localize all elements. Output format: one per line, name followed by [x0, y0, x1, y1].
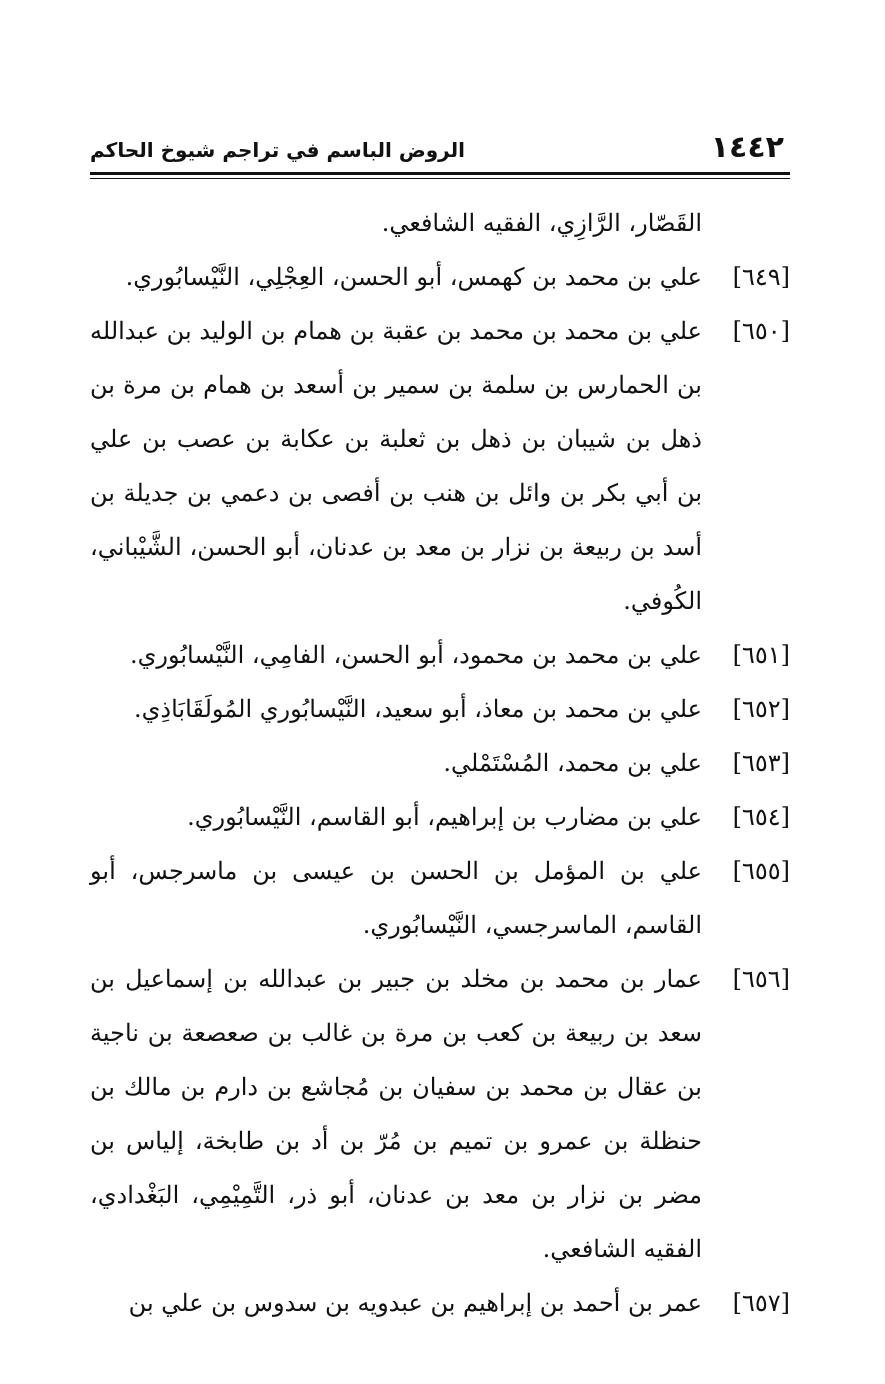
entry-text: القَصّار، الرَّازِي، الفقيه الشافعي. — [381, 209, 702, 237]
entry-text: علي بن محمد، المُسْتَمْلي. — [443, 749, 702, 777]
entry-654 — [90, 790, 790, 844]
entry-number: [٦٥٦] — [732, 965, 790, 993]
entry-number: [٦٥٥] — [732, 857, 790, 885]
entry-continuation — [90, 196, 790, 250]
page-number: ١٤٤٢ — [710, 130, 784, 165]
entry-649 — [90, 250, 790, 304]
entry-656 — [90, 952, 790, 1276]
entry-text: علي بن مضارب بن إبراهيم، أبو القاسم، النَّيْسابُوري. — [187, 803, 702, 831]
entry-number: [٦٥٣] — [732, 749, 790, 777]
entry-655 — [90, 844, 790, 952]
running-title: الروض الباسم في تراجم شيوخ الحاكم — [90, 138, 465, 162]
header-rule-thin — [90, 178, 790, 179]
entry-text: علي بن محمد بن محمد بن عقبة بن همام بن الوليد بن عبدالله بن الحمارس بن سلمة بن سمير بن أسعد بن همام بن مرة بن ذهل بن شيبان بن ذهل بن ثعلبة بن عكابة بن عصب بن علي بن أبي بكر بن وائل بن هنب بن أفصى بن دعمي بن جديلة بن أسد بن ربيعة بن نزار بن معد بن عدنان، أبو الحسن، الشَّيْباني، الكُوفي. — [90, 317, 702, 615]
entry-653 — [90, 736, 790, 790]
entry-number: [٦٥٢] — [732, 695, 790, 723]
entry-number: [٦٥٧] — [732, 1289, 790, 1317]
entry-652 — [90, 682, 790, 736]
entry-number: [٦٥٤] — [732, 803, 790, 831]
entry-text: علي بن محمد بن معاذ، أبو سعيد، النَّيْسابُوري المُولَقَابَاذِي. — [134, 695, 702, 723]
entry-text: عمر بن أحمد بن إبراهيم بن عبدويه بن سدوس بن علي بن — [128, 1289, 702, 1317]
entry-text: علي بن محمد بن محمود، أبو الحسن، الفامِي، النَّيْسابُوري. — [129, 641, 702, 669]
entry-number: [٦٥١] — [732, 641, 790, 669]
entries-list — [90, 196, 790, 1330]
entry-text: علي بن المؤمل بن الحسن بن عيسى بن ماسرجس، أبو القاسم، الماسرجسي، النَّيْسابُوري. — [90, 857, 702, 939]
entry-651 — [90, 628, 790, 682]
entry-number: [٦٤٩] — [732, 263, 790, 291]
page-header — [90, 128, 790, 168]
entry-number: [٦٥٠] — [732, 317, 790, 345]
entry-650 — [90, 304, 790, 628]
entry-657 — [90, 1276, 790, 1330]
header-rule-thick — [90, 172, 790, 175]
entry-text: عمار بن محمد بن مخلد بن جبير بن عبدالله بن إسماعيل بن سعد بن ربيعة بن كعب بن مرة بن غالب بن صعصعة بن ناجية بن عقال بن محمد بن سفيان بن مُجاشع بن دارم بن مالك بن حنظلة بن عمرو بن تميم بن مُرّ بن أد بن طابخة، إلياس بن مضر بن نزار بن معد بن عدنان، أبو ذر، التَّمِيْمِي، البَغْدادي، الفقيه الشافعي. — [90, 965, 702, 1263]
entry-text: علي بن محمد بن كهمس، أبو الحسن، العِجْلِي، النَّيْسابُوري. — [125, 263, 702, 291]
